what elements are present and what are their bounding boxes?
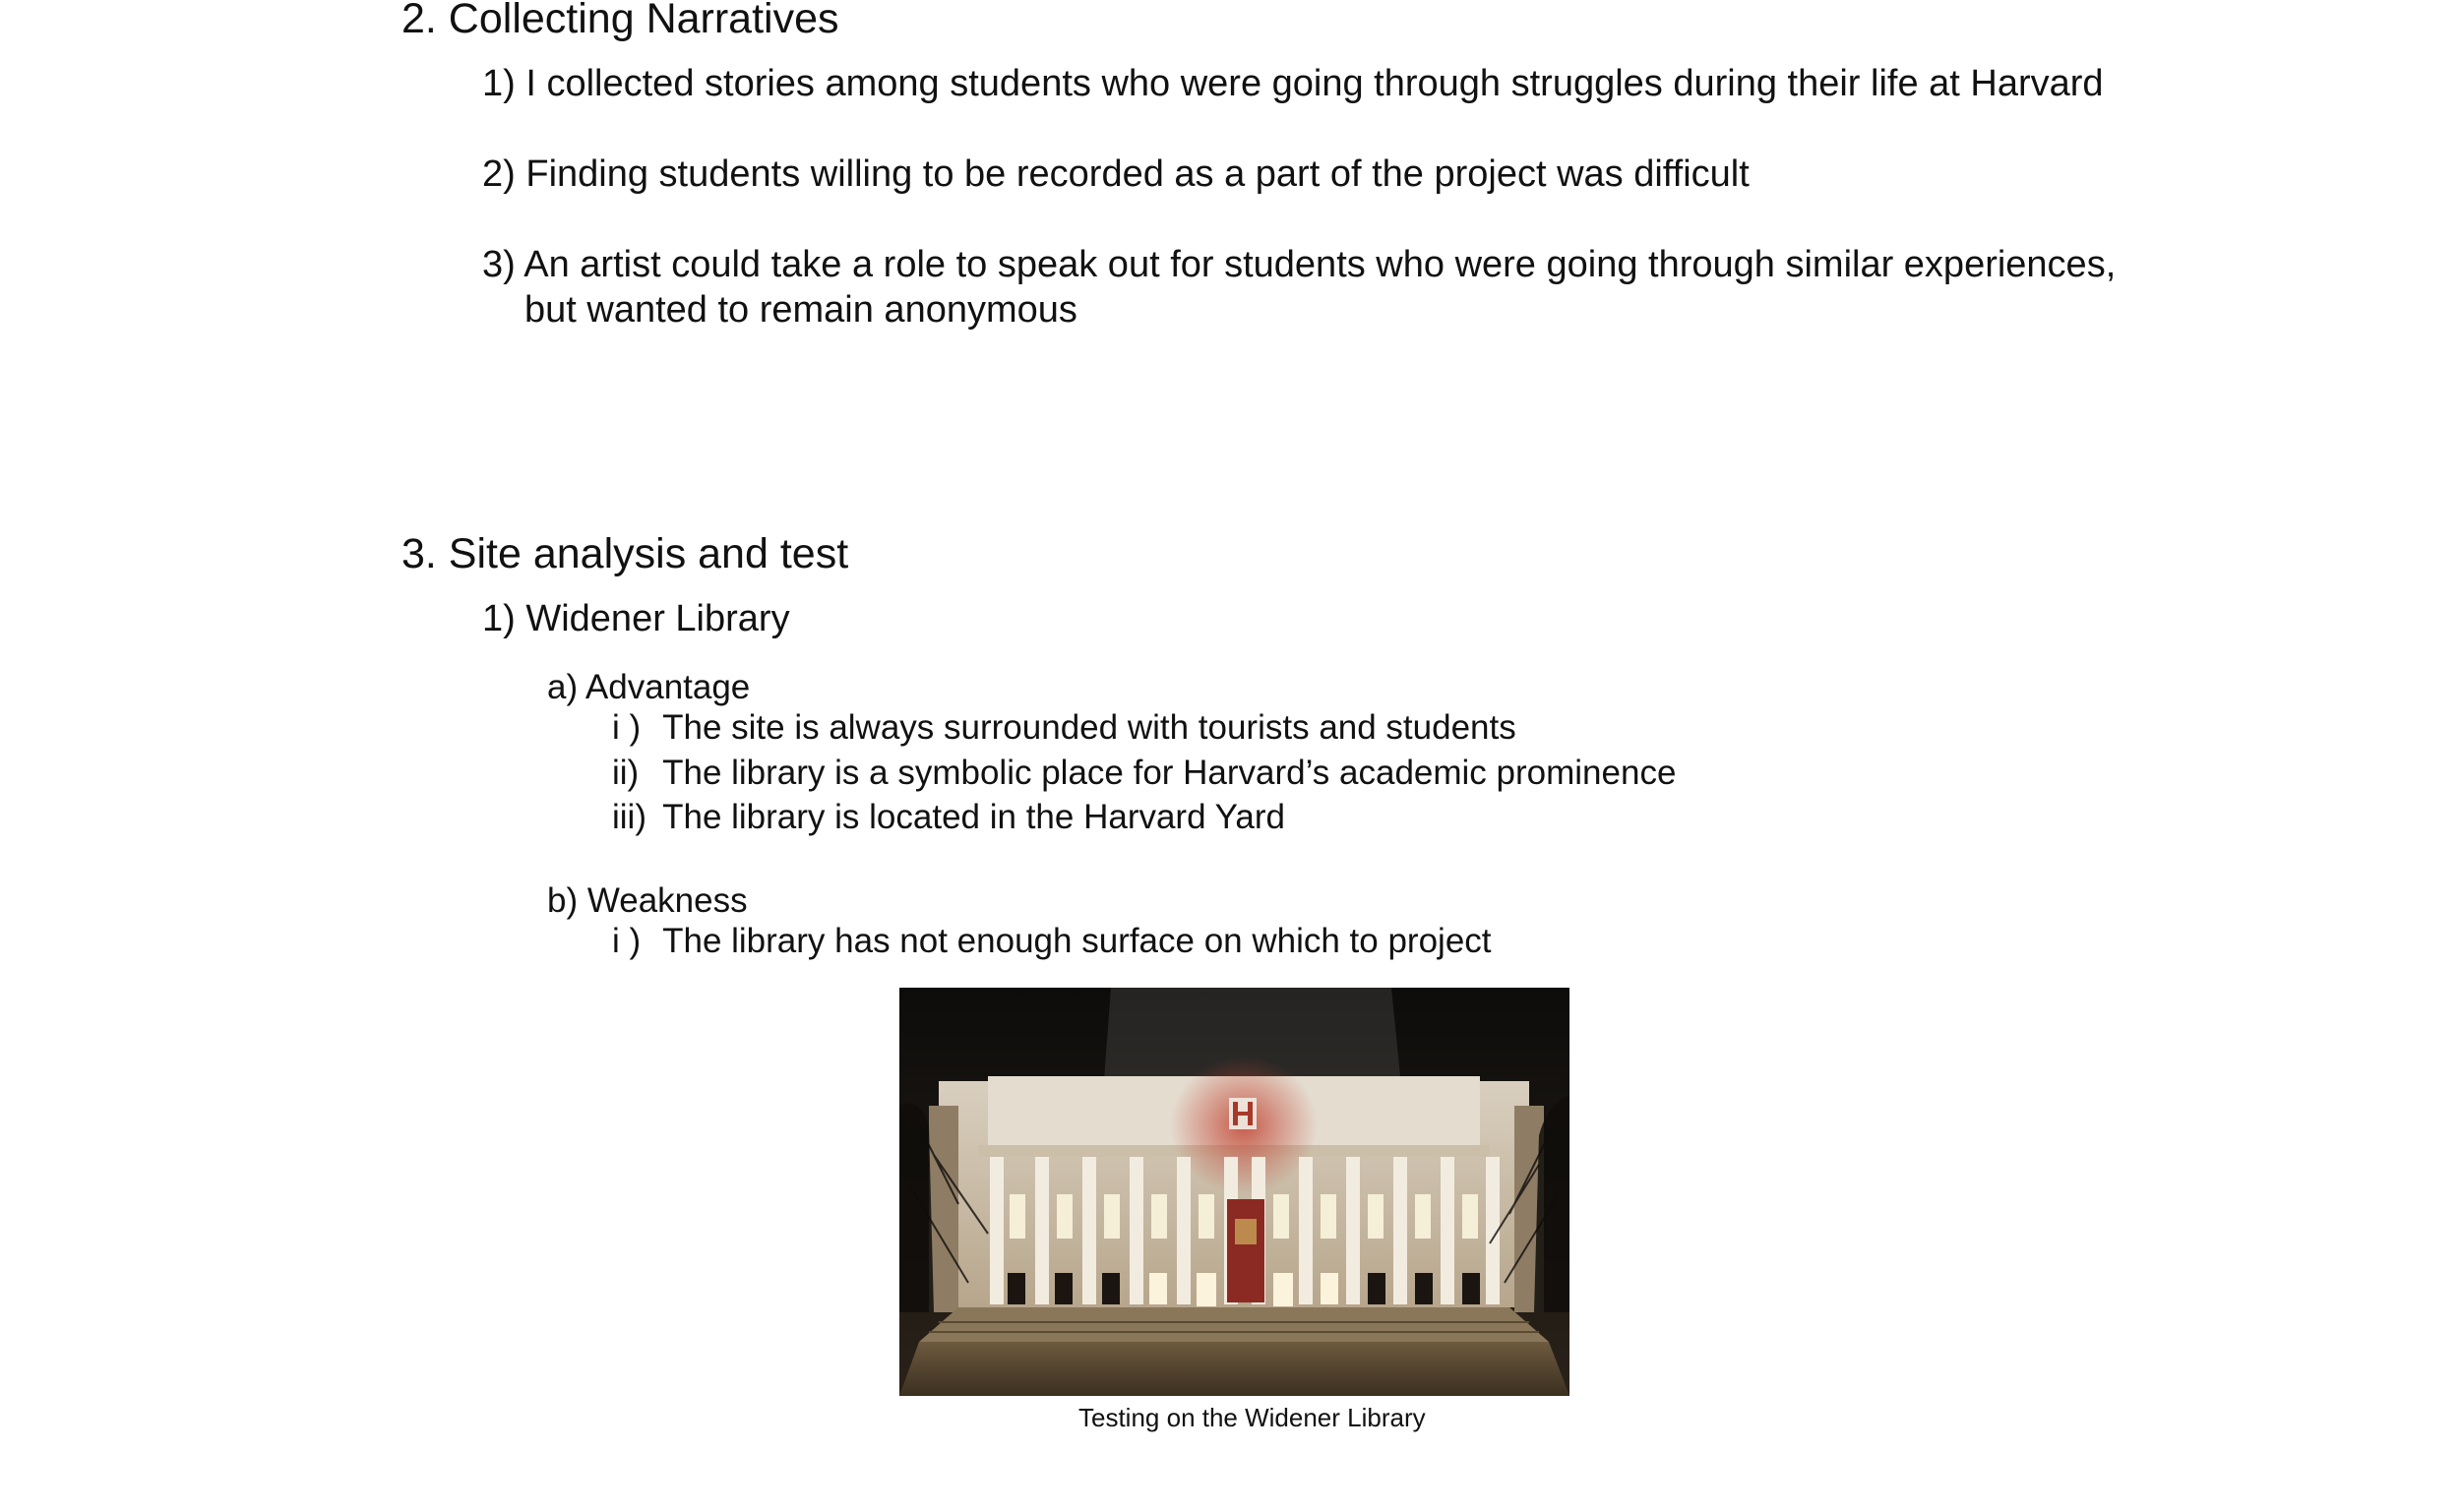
section-3-heading: 3. Site analysis and test <box>401 530 849 577</box>
list-item-text: The library is located in the Harvard Yard <box>662 798 1285 836</box>
list-item-text: The site is always surrounded with tourists and students <box>662 708 1516 747</box>
list-item-number: i ) <box>612 922 642 960</box>
weakness-label: b) Weakness <box>547 881 748 920</box>
list-item-text: The library has not enough surface on which to project <box>662 922 1492 960</box>
list-item-number: 2) <box>482 153 516 195</box>
list-item <box>612 797 1285 838</box>
list-item-number: 1) <box>482 63 516 104</box>
list-item <box>482 61 2104 106</box>
list-item-number: iii) <box>612 798 646 836</box>
list-item-number: 1) <box>482 598 516 639</box>
list-item <box>482 242 2116 287</box>
subsection-title: Widener Library <box>525 598 790 639</box>
list-item-continuation: but wanted to remain anonymous <box>524 289 1077 331</box>
list-item-text: An artist could take a role to speak out for students who were going through similar experiences, <box>523 244 2117 285</box>
list-item-number: ii) <box>612 754 640 792</box>
list-item-number: i ) <box>612 708 642 747</box>
list-item <box>482 151 1750 197</box>
list-item <box>612 753 1676 794</box>
widener-library-photo <box>899 988 1569 1396</box>
subsection-heading <box>482 596 790 641</box>
list-item-number: 3) <box>482 244 516 285</box>
figure-caption: Testing on the Widener Library <box>1078 1403 1426 1432</box>
advantage-label: a) Advantage <box>547 668 751 706</box>
list-item <box>612 921 1492 962</box>
section-2-heading: 2. Collecting Narratives <box>401 0 839 42</box>
list-item <box>612 707 1516 749</box>
list-item-text: The library is a symbolic place for Harvard’s academic prominence <box>662 754 1677 792</box>
list-item-text: I collected stories among students who were going through struggles during their life at Harvard <box>525 63 2104 104</box>
list-item-text: Finding students willing to be recorded as a part of the project was difficult <box>525 153 1750 195</box>
